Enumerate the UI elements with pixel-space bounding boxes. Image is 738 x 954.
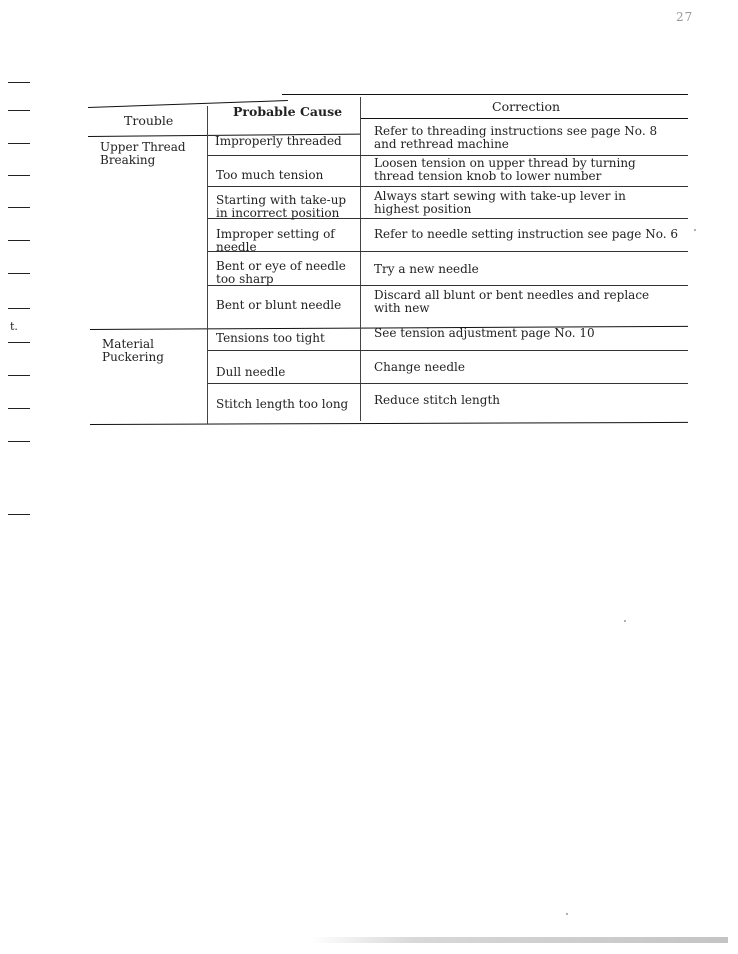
header-correction: Correction — [492, 99, 561, 114]
margin-mark — [8, 273, 30, 274]
header-trouble: Trouble — [124, 113, 174, 128]
page-number: 27 — [676, 10, 694, 24]
correction-cell: Try a new needle — [374, 262, 479, 276]
trouble-upper-thread-breaking: Upper Thread Breaking — [100, 140, 186, 167]
cause-cell: Starting with take-up in incorrect position — [216, 193, 347, 220]
margin-mark — [8, 408, 30, 409]
correction-cell: Refer to threading instructions see page No. 8 and rethread machine — [374, 124, 658, 151]
cause-cell: Too much tension — [216, 168, 324, 182]
correction-cell: Loosen tension on upper thread by turning thread tension knob to lower number — [374, 156, 636, 183]
margin-mark — [8, 240, 30, 241]
scan-speck — [566, 913, 568, 915]
correction-cell: Refer to needle setting instruction see page No. 6 — [374, 227, 678, 241]
margin-mark — [8, 175, 30, 176]
scan-speck — [624, 620, 626, 622]
header-probable-cause: Probable Cause — [233, 104, 343, 119]
cause-cell: Bent or eye of needle too sharp — [216, 259, 346, 286]
correction-cell: Reduce stitch length — [374, 393, 500, 407]
header-rule — [360, 118, 688, 119]
margin-mark — [8, 82, 30, 83]
margin-mark — [8, 207, 30, 208]
cause-cell: Improperly threaded — [215, 134, 342, 148]
margin-mark — [8, 342, 30, 343]
cause-cell: Stitch length too long — [216, 397, 349, 411]
trouble-material-puckering: Material Puckering — [102, 337, 164, 364]
cause-cell: Improper setting of needle — [216, 227, 335, 254]
margin-mark — [8, 514, 30, 515]
row-divider — [208, 383, 688, 384]
cause-cell: Dull needle — [216, 365, 286, 379]
margin-mark — [8, 308, 30, 309]
correction-cell: See tension adjustment page No. 10 — [374, 326, 595, 340]
margin-mark — [8, 375, 30, 376]
table-top-rule — [282, 94, 688, 95]
correction-cell: Always start sewing with take-up lever in highest position — [374, 189, 626, 216]
cause-cell: Bent or blunt needle — [216, 298, 342, 312]
margin-mark — [8, 441, 30, 442]
cause-cell: Tensions too tight — [216, 331, 325, 345]
row-divider — [208, 186, 688, 187]
scan-edge-shadow — [310, 937, 728, 943]
margin-mark — [8, 143, 30, 144]
margin-mark — [8, 110, 30, 111]
column-divider — [207, 106, 208, 424]
correction-cell: Discard all blunt or bent needles and replace with new — [374, 288, 650, 315]
row-divider — [208, 350, 688, 351]
correction-cell: Change needle — [374, 360, 465, 374]
column-divider — [360, 97, 361, 421]
margin-letter: t. — [10, 320, 18, 333]
scan-speck — [694, 229, 696, 231]
table-bottom-rule — [90, 422, 688, 425]
